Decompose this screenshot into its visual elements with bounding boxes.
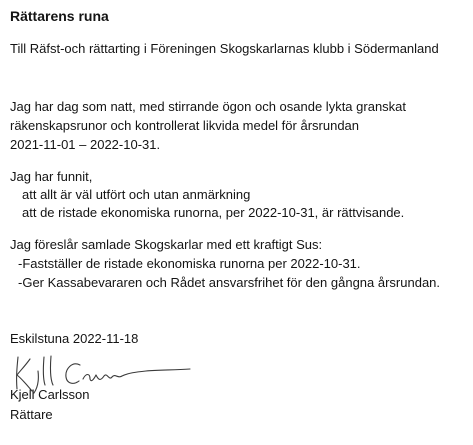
paragraph2-item-2: att de ristade ekonomiska runorna, per 2022-10-31, är rättvisande. [22, 205, 405, 220]
paragraph3-item-2: -Ger Kassabevararen och Rådet ansvarsfrihet för den gångna årsrundan. [18, 275, 441, 290]
paragraph2-intro: Jag har funnit, [10, 169, 93, 184]
signer-name: Kjell Carlsson [10, 387, 90, 402]
paragraph1-line-2: räkenskapsrunor och kontrollerat likvida medel för årsrundan [10, 118, 360, 133]
paragraph3-item-1: -Fastställer de ristade ekonomiska runorna per 2022-10-31. [18, 256, 361, 271]
paragraph2-item-1: att allt är väl utfört och utan anmärkning [22, 187, 251, 202]
signer-role: Rättare [10, 407, 53, 422]
document-title: Rättarens runa [10, 8, 109, 24]
paragraph1-line-1: Jag har dag som natt, med stirrande ögon och osande lykta granskat [10, 99, 407, 114]
place-date: Eskilstuna 2022-11-18 [10, 331, 139, 346]
paragraph1-line-3: 2021-11-01 – 2022-10-31. [10, 137, 161, 152]
addressee-line: Till Räfst-och rättarting i Föreningen Skogskarlarnas klubb i Södermanland [10, 41, 439, 56]
paragraph3-intro: Jag föreslår samlade Skogskarlar med ett kraftigt Sus: [10, 237, 323, 252]
